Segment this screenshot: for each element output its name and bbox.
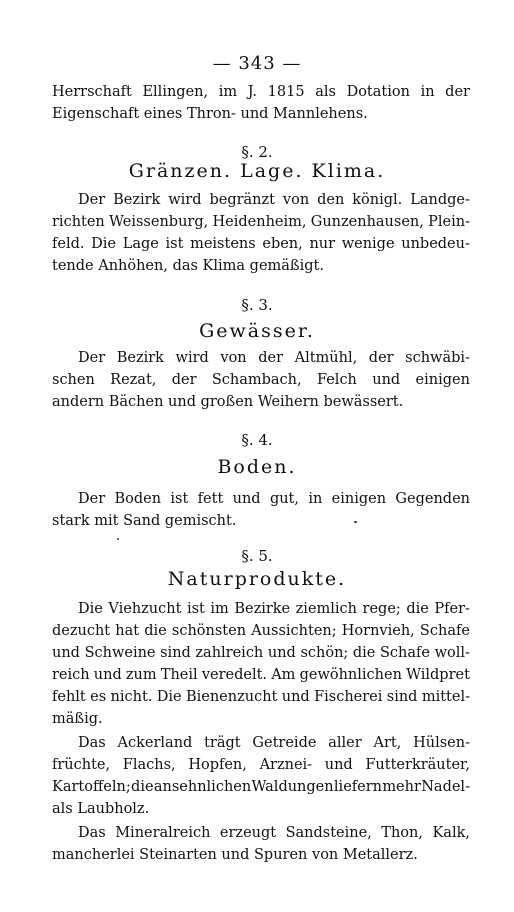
text-line: als Laubholz. [52,801,150,817]
text-line: Das Ackerland trägt Getreide aller Art, Hülsen- [78,735,470,751]
section-number: §. 3. [241,296,273,314]
section-number: §. 4. [241,431,273,449]
print-speck [117,538,119,540]
text-line: Der Bezirk wird von der Altmühl, der schwäbi- [78,350,470,366]
text-line: früchte, Flachs, Hopfen, Arznei- und Futterkräuter, [52,757,470,773]
text-line: dezucht hat die schönsten Aussichten; Hornvieh, Schafe [52,623,470,639]
print-speck [354,521,357,523]
text-line: tende Anhöhen, das Klima gemäßigt. [52,258,324,274]
text-line: Kartoffeln; die ansehnlichen Waldungen liefern mehr Nadel- [52,779,470,795]
section-heading: Naturprodukte. [167,568,347,590]
text-line: Herrschaft Ellingen, im J. 1815 als Dotation in der [52,84,470,100]
text-line: mäßig. [52,711,103,727]
text-line: stark mit Sand gemischt. [52,513,237,529]
section-heading: Gränzen. Lage. Klima. [128,160,386,182]
text-line: feld. Die Lage ist meistens eben, nur wenige unbedeu- [52,236,470,252]
section-number: §. 5. [241,547,273,565]
text-line: Der Boden ist fett und gut, in einigen Gegenden [78,491,470,507]
text-line: mancherlei Steinarten und Spuren von Metallerz. [52,847,418,863]
text-line: und Schweine sind zahlreich und schön; die Schafe woll- [52,645,470,661]
section-heading: Boden. [217,456,297,478]
text-line: richten Weissenburg, Heidenheim, Gunzenhausen, Plein- [52,214,470,230]
section-number: §. 2. [241,143,273,161]
text-line: schen Rezat, der Schambach, Felch und einigen [52,372,470,388]
text-line: Eigenschaft eines Thron- und Mannlehens. [52,106,368,122]
text-line: Das Mineralreich erzeugt Sandsteine, Thon, Kalk, [78,825,470,841]
section-heading: Gewässer. [199,320,315,342]
text-line: Der Bezirk wird begränzt von den königl. Landge- [78,192,470,208]
page-number: — 343 — [212,53,302,74]
text-line: fehlt es nicht. Die Bienenzucht und Fischerei sind mittel- [52,689,470,705]
text-line: reich und zum Theil veredelt. Am gewöhnlichen Wildpret [52,667,470,683]
text-line: andern Bächen und großen Weihern bewässert. [52,394,404,410]
text-line: Die Viehzucht ist im Bezirke ziemlich rege; die Pfer- [78,601,470,617]
